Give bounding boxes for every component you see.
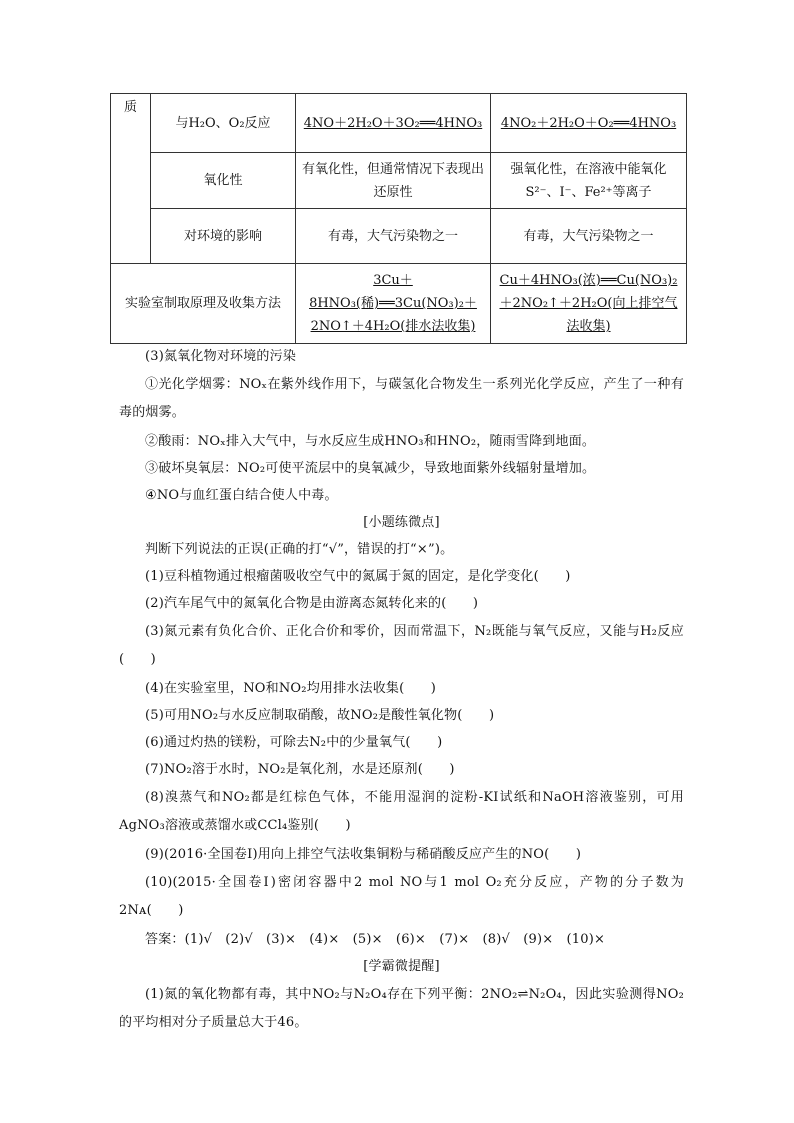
no2-cell: 有毒，大气污染物之一	[491, 209, 687, 264]
no2-cell: 强氧化性，在溶液中能氧化S²⁻、I⁻、Fe²⁺等离子	[491, 153, 687, 209]
question-item: (10)(2015·全国卷Ⅰ)密闭容器中2 mol NO与1 mol O₂充分反应，产物的分子数为2Nᴀ( )	[119, 875, 684, 918]
property-cell: 与H₂O、O₂反应	[151, 94, 296, 153]
no-cell: 有毒，大气污染物之一	[296, 209, 491, 264]
list-item: ②酸雨：NOₓ排入大气中，与水反应生成HNO₃和HNO₂，随雨雪降到地面。	[145, 434, 596, 449]
no-cell: 4NO＋2H₂O＋3O₂══4HNO₃	[296, 94, 491, 153]
table-row	[111, 209, 687, 264]
list-item: ③破坏臭氧层：NO₂可使平流层中的臭氧减少，导致地面紫外线辐射量增加。	[145, 461, 596, 476]
question-item: (7)NO₂溶于水时，NO₂是氧化剂，水是还原剂( )	[145, 762, 455, 777]
question-item: (6)通过灼热的镁粉，可除去N₂中的少量氧气( )	[145, 735, 443, 750]
practice-title: [小题练微点]	[363, 515, 440, 530]
tips-title: [学霸微提醒]	[363, 959, 440, 974]
question-item: (2)汽车尾气中的氮氧化合物是由游离态氮转化来的( )	[145, 596, 479, 611]
question-item: (3)氮元素有负化合价、正化合价和零价，因而常温下，N₂既能与氧气反应，又能与H₂反应( )	[119, 624, 684, 667]
list-item: ④NO与血红蛋白结合使人中毒。	[145, 488, 338, 503]
property-cell: 实验室制取原理及收集方法	[111, 264, 296, 344]
property-cell: 氧化性	[151, 153, 296, 209]
table-row	[111, 264, 687, 344]
no-cell: 3Cu＋8HNO₃(稀)══3Cu(NO₃)₂＋2NO↑＋4H₂O(排水法收集)	[296, 264, 491, 344]
table-row	[111, 94, 687, 153]
group-cell: 质	[111, 94, 151, 264]
body-text	[119, 344, 684, 1039]
table-row	[111, 153, 687, 209]
nitrogen-oxides-table	[110, 93, 687, 344]
list-item: ①光化学烟雾：NOₓ在紫外线作用下，与碳氢化合物发生一系列光化学反应，产生了一种有毒的烟雾。	[119, 377, 684, 420]
question-item: (8)溴蒸气和NO₂都是红棕色气体，不能用湿润的淀粉-KI试纸和NaOH溶液鉴别，可用AgNO₃溶液或蒸馏水或CCl₄鉴别( )	[119, 790, 684, 833]
property-cell: 对环境的影响	[151, 209, 296, 264]
no2-cell: 4NO₂＋2H₂O＋O₂══4HNO₃	[491, 94, 687, 153]
answer-line: 答案：(1)√ (2)√ (3)× (4)× (5)× (6)× (7)× (8)√ (9)× (10)×	[145, 932, 606, 947]
no2-cell: Cu＋4HNO₃(浓)══Cu(NO₃)₂＋2NO₂↑＋2H₂O(向上排空气法收集)	[491, 264, 687, 344]
tip-item: (1)氮的氧化物都有毒，其中NO₂与N₂O₄存在下列平衡：2NO₂⇌N₂O₄，因此实验测得NO₂的平均相对分子质量总大于46。	[119, 987, 684, 1030]
section-heading: (3)氮氧化物对环境的污染	[145, 349, 297, 364]
no-cell: 有氧化性，但通常情况下表现出还原性	[296, 153, 491, 209]
practice-instruction: 判断下列说法的正误(正确的打“√”，错误的打“×”)。	[145, 542, 454, 557]
question-item: (5)可用NO₂与水反应制取硝酸，故NO₂是酸性氧化物( )	[145, 708, 495, 723]
question-item: (1)豆科植物通过根瘤菌吸收空气中的氮属于氮的固定，是化学变化( )	[145, 569, 571, 584]
question-item: (4)在实验室里，NO和NO₂均用排水法收集( )	[145, 681, 437, 696]
question-item: (9)(2016·全国卷Ⅰ)用向上排空气法收集铜粉与稀硝酸反应产生的NO( )	[145, 847, 582, 862]
